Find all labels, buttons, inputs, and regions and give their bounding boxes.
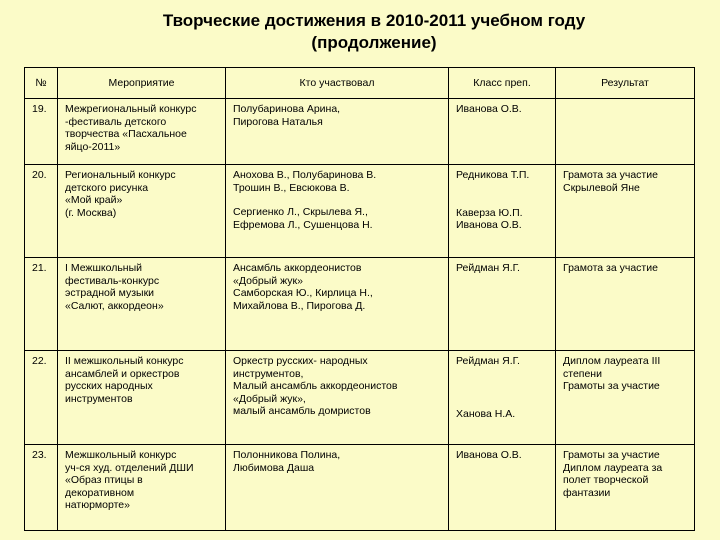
title-line-2: (продолжение) [311, 33, 437, 52]
page-title [0, 10, 720, 54]
row-participants: Полубаринова Арина, Пирогова Наталья [226, 99, 449, 165]
row-result: Грамота за участие [556, 258, 695, 351]
row-event: I Межшкольный фестиваль-конкурс эстрадной музыки «Салют, аккордеон» [58, 258, 226, 351]
header-result: Результат [556, 68, 695, 99]
row-participants: Анохова В., Полубаринова В. Трошин В., Евсюкова В. Сергиенко Л., Скрылева Я., Ефремова Л., Сушенцова Н. [226, 165, 449, 258]
row-number: 22. [25, 351, 58, 445]
header-participants: Кто участвовал [226, 68, 449, 99]
row-event: Региональный конкурс детского рисунка «Мой край» (г. Москва) [58, 165, 226, 258]
row-number: 21. [25, 258, 58, 351]
table-row [25, 351, 695, 445]
row-result: Грамота за участие Скрылевой Яне [556, 165, 695, 258]
row-number: 19. [25, 99, 58, 165]
row-number: 20. [25, 165, 58, 258]
header-number: № [25, 68, 58, 99]
row-result: Диплом лауреата III степени Грамоты за участие [556, 351, 695, 445]
table-row [25, 445, 695, 531]
header-teacher: Класс преп. [449, 68, 556, 99]
row-event: Межрегиональный конкурс -фестиваль детского творчества «Пасхальное яйцо-2011» [58, 99, 226, 165]
row-teacher: Иванова О.В. [449, 99, 556, 165]
row-event: II межшкольный конкурс ансамблей и оркестров русских народных инструментов [58, 351, 226, 445]
row-participants: Ансамбль аккордеонистов «Добрый жук» Самборская Ю., Кирлица Н., Михайлова В., Пирогова Д. [226, 258, 449, 351]
row-teacher: Иванова О.В. [449, 445, 556, 531]
row-teacher: Рейдман Я.Г. [449, 258, 556, 351]
row-participants: Оркестр русских- народных инструментов, Малый ансамбль аккордеонистов «Добрый жук», малый ансамбль домристов [226, 351, 449, 445]
achievements-table [24, 67, 695, 531]
row-teacher: Редникова Т.П. Каверза Ю.П. Иванова О.В. [449, 165, 556, 258]
row-number: 23. [25, 445, 58, 531]
table-row [25, 99, 695, 165]
table-row [25, 258, 695, 351]
row-result [556, 99, 695, 165]
table-row [25, 165, 695, 258]
header-event: Мероприятие [58, 68, 226, 99]
title-line-1: Творческие достижения в 2010-2011 учебном году [162, 11, 586, 30]
table-header-row [25, 68, 695, 99]
row-teacher: Рейдман Я.Г. Ханова Н.А. [449, 351, 556, 445]
row-event: Межшкольный конкурс уч-ся худ. отделений ДШИ «Образ птицы в декоративном натюрморте» [58, 445, 226, 531]
row-result: Грамоты за участие Диплом лауреата за полет творческой фантазии [556, 445, 695, 531]
row-participants: Полонникова Полина, Любимова Даша [226, 445, 449, 531]
